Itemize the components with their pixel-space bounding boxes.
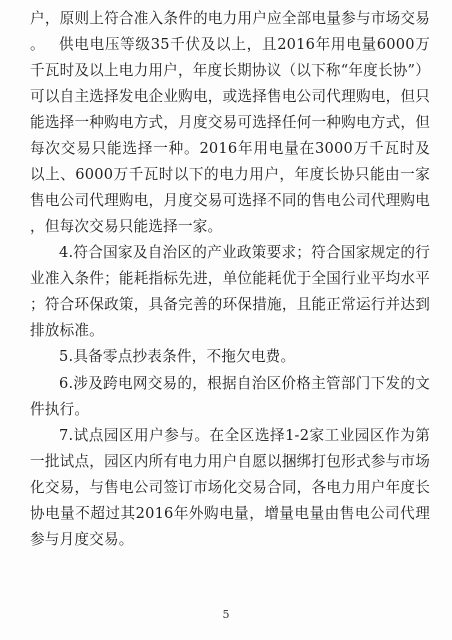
paragraph-item-5: 5.具备零点抄表条件，不拖欠电费。	[59, 348, 296, 365]
paragraph-continuation: 户，原则上符合准入条件的电力用户应全部电量参与市场交易。	[30, 10, 430, 53]
paragraph-item-4: 4.符合国家及自治区的产业政策要求；符合国家规定的行业准入条件；能耗指标先进，单位能耗优于全国行业平均水平；符合环保政策，具备完善的环保措施，且能正常运行并达到排放标准。	[30, 244, 430, 339]
paragraph-item-6: 6.涉及跨电网交易的，根据自治区价格主管部门下发的文件执行。	[30, 375, 430, 418]
paragraph-item-7: 7.试点园区用户参与。在全区选择1-2家工业园区作为第一批试点，园区内所有电力用户自愿以捆绑打包形式参与市场化交易，与售电公司签订市场化交易合同，各电力用户年度长协电量不超过其2016年外购电量，增量电量由售电公司代理参与月度交易。	[30, 427, 430, 548]
page-number: 5	[222, 608, 230, 621]
paragraph-voltage-criteria: 供电电压等级35千伏及以上，且2016年用电量6000万千瓦时及以上电力用户，年度长期协议（以下称“年度长协”）可以自主选择发电企业购电，或选择售电公司代理购电，但只能选择一种购电方式，月度交易可选择任何一种购电方式，但每次交易只能选择一种。2016年用电量在3000万千瓦时及以上、6000万千瓦时以下的电力用户，年度长协只能由一家售电公司代理购电，月度交易可选择不同的售电公司代理购电，但每次交易只能选择一家。	[30, 36, 430, 235]
